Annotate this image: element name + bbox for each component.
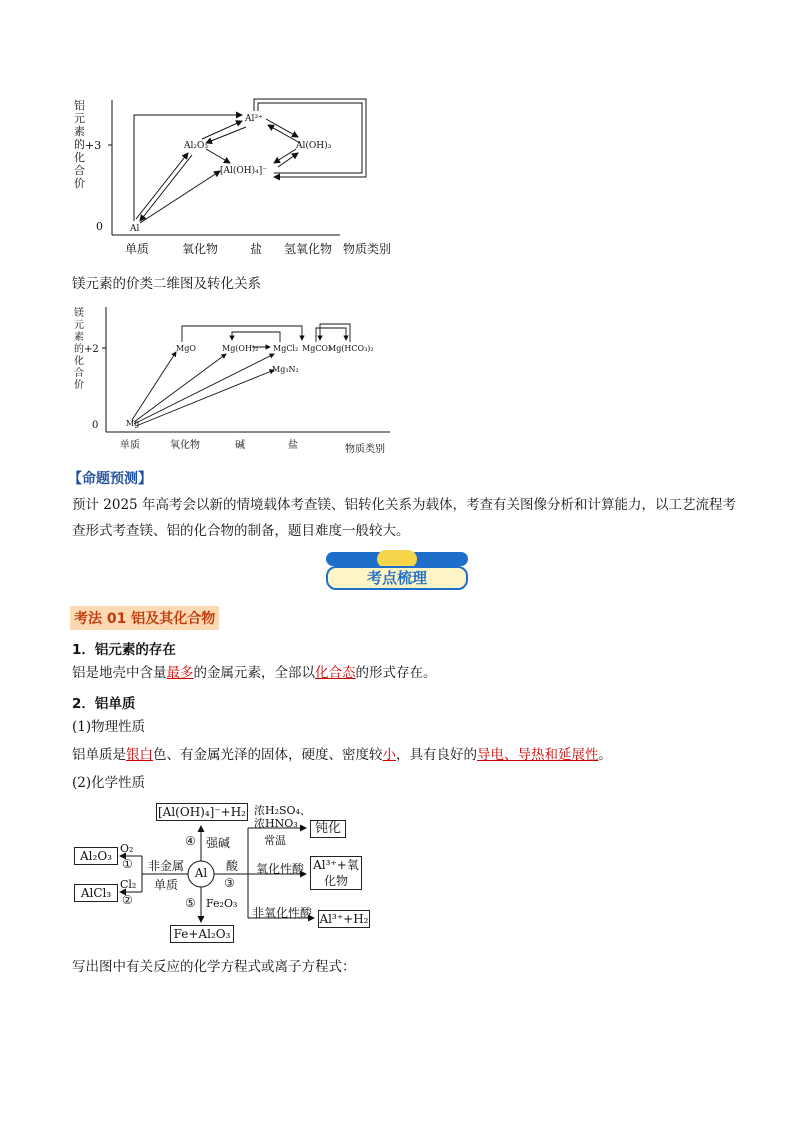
mg-node-mgcl2: MgCl₂ (273, 344, 299, 353)
mg-ylabel-6: 价 (74, 380, 84, 391)
s1-heading: 1．铝元素的存在 (72, 642, 176, 658)
s1-text-c: 的形式存在。 (355, 665, 437, 681)
al-xcat-3: 氢氧化物 (284, 242, 333, 256)
s2-answer-1: 银白 (126, 747, 153, 763)
label-nonoxidizing-acid: 非氧化性酸 (252, 906, 313, 920)
al-ylabel-6: 价 (74, 177, 85, 190)
mg-ylabel-2: 素 (74, 332, 84, 343)
label-room-temp: 常温 (264, 834, 286, 847)
section-banner (326, 552, 468, 590)
banner-title: 考点梳理 (366, 569, 427, 587)
section-heading: 考法 01 铝及其化合物 (70, 606, 219, 630)
al-ylabel-3: 的 (74, 138, 85, 151)
prediction-text: 预计 2025 年高考会以新的情境载体考查镁、铝转化关系为载体，考查有关图像分析和计算能力，以工艺流程考查形式考查镁、铝的化合物的制备，题目难度一般较大。 (72, 497, 736, 539)
al3-oxide-line2: 化物 (323, 874, 348, 888)
mg-node-mgco3: MgCO₃ (302, 344, 332, 353)
label-o2: O₂ (120, 842, 134, 855)
mg-xcat-3: 盐 (288, 440, 298, 451)
mg-ylabel-3: 的 (74, 344, 84, 355)
al-ylabel-2: 素 (74, 125, 85, 138)
label-nonmetal: 非金属 (148, 859, 185, 873)
alcl3-box: AlCl₃ (74, 884, 118, 902)
s2-answer-3: 导电、导热和延展性 (477, 747, 599, 763)
label-4: ④ (185, 834, 196, 848)
al3-oxide-line1: Al³⁺+氧 (313, 858, 359, 872)
s2-text-a: 铝单质是 (72, 747, 126, 763)
s2-paragraph (72, 742, 742, 768)
s2-text-d: 。 (598, 747, 612, 763)
label-3: ③ (224, 876, 235, 890)
mg-node-mg: Mg (126, 419, 140, 428)
al-ytick-0: 0 (96, 220, 103, 233)
label-fe2o3: Fe₂O₃ (206, 897, 238, 910)
s1-answer-1: 最多 (166, 665, 194, 681)
mg-ylabel-1: 元 (74, 320, 84, 331)
al3-oxide-box (310, 856, 362, 890)
footer-instruction: 写出图中有关反应的化学方程式或离子方程式： (72, 959, 356, 975)
al-ytick-3: +3 (85, 139, 102, 152)
fe-al2o3-box: Fe+Al₂O₃ (170, 925, 234, 943)
label-oxidizing-acid: 氧化性酸 (256, 862, 305, 876)
al2o3-box: Al₂O₃ (74, 847, 118, 865)
s2-answer-2: 小 (382, 747, 396, 763)
s1-paragraph (72, 660, 742, 686)
al-node-al3: Al³⁺ (245, 114, 263, 124)
s2-sub1: (1)物理性质 (72, 719, 146, 735)
mg-ylabel-0: 镁 (74, 308, 84, 319)
mg-ytick-2: +2 (84, 344, 99, 355)
s2-text-b: 色、有金属光泽的固体，硬度、密度较 (153, 747, 383, 763)
mg-node-mg3n2: Mg₃N₂ (272, 365, 299, 374)
magnesium-valence-chart (70, 302, 400, 457)
al-xcat-1: 氧化物 (182, 242, 219, 256)
label-conc-h2so4: 浓H₂SO₄、 (254, 804, 311, 817)
mg-node-mgoh2: Mg(OH)₂ (222, 344, 259, 353)
mg-ylabel-4: 化 (74, 356, 84, 367)
s1-text-a: 铝是地壳中含量 (72, 665, 167, 681)
al-ylabel-4: 化 (74, 151, 85, 164)
mg-ylabel-5: 合 (74, 368, 84, 379)
label-5: ⑤ (185, 896, 196, 910)
aluminum-valence-chart (70, 95, 410, 265)
mg-caption: 镁元素的价类二维图及转化关系 (72, 276, 261, 292)
mg-ytick-0: 0 (92, 420, 99, 431)
label-2: ② (122, 893, 133, 907)
al-node-aloh3: Al(OH)₃ (296, 141, 332, 151)
mg-xcat-1: 氧化物 (170, 440, 200, 451)
prediction-heading: 【命题预测】 (68, 471, 152, 487)
label-elemental: 单质 (154, 878, 179, 892)
al3-h2-box: Al³⁺+H₂ (319, 912, 369, 926)
label-conc-hno3: 浓HNO₃ (254, 817, 298, 830)
al-xcat-0: 单质 (125, 242, 150, 256)
al-node-al: Al (130, 224, 140, 234)
al-ylabel-0: 铝 (74, 99, 85, 112)
s2-heading: 2．铝单质 (72, 696, 136, 712)
mg-node-mghco3: Mg(HCO₃)₂ (328, 344, 374, 353)
al-xcat-2: 盐 (250, 242, 263, 256)
label-1: ① (122, 857, 133, 871)
al-ylabel-1: 元 (74, 112, 85, 125)
aloh4-h2-box: [Al(OH)₄]⁻+H₂ (157, 805, 246, 819)
mg-xcat-0: 单质 (120, 440, 140, 451)
al-ylabel-5: 合 (74, 164, 85, 177)
al-node-al2o3: Al₂O₃ (184, 141, 208, 151)
s2-text-c: ，具有良好的 (396, 747, 477, 763)
label-strong-base: 强碱 (206, 836, 231, 850)
mg-node-mgo: MgO (176, 344, 196, 353)
passivation-box: 钝化 (310, 820, 346, 838)
al-xcat-4: 物质类别 (343, 242, 392, 256)
al-node-aloh4: [Al(OH)₄]⁻ (220, 166, 268, 176)
al-center-label: Al (194, 866, 208, 880)
label-acid: 酸 (226, 859, 239, 873)
s1-answer-2: 化合态 (315, 665, 356, 681)
mg-xcat-4: 物质类别 (345, 444, 385, 455)
s2-sub2: (2)化学性质 (72, 775, 146, 791)
s1-text-b: 的金属元素，全部以 (193, 665, 315, 681)
label-cl2: Cl₂ (120, 878, 137, 891)
mg-xcat-2: 碱 (235, 440, 245, 451)
